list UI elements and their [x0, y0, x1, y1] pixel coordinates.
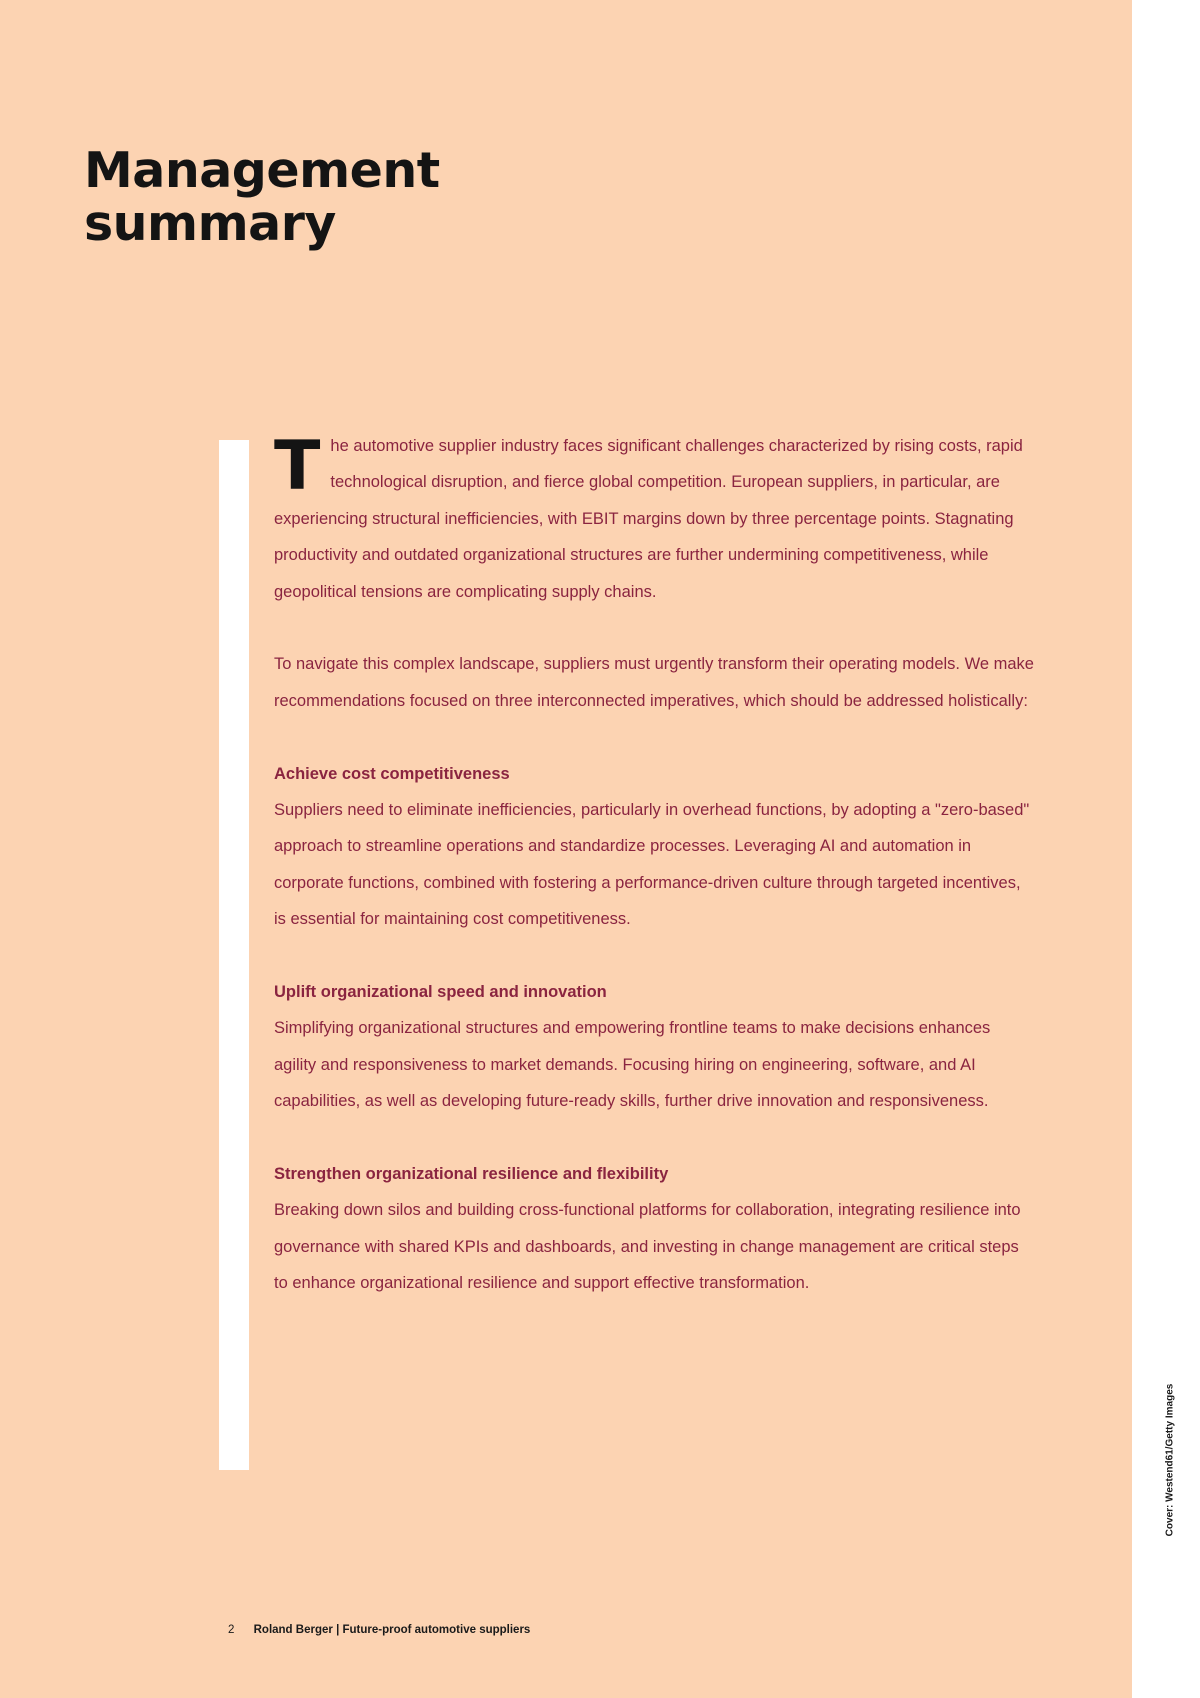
section-heading: Uplift organizational speed and innovation	[274, 983, 607, 1002]
section-body: Simplifying organizational structures and empowering frontline teams to make decisions enhances agility and responsiveness to market demands. Focusing hiring on engineering, software, and AI capabilities, as well as developing future-ready skills, further drive innovation and responsiveness.	[274, 1019, 991, 1111]
drop-cap: T	[274, 427, 321, 506]
accent-bar	[219, 440, 249, 1470]
footer-separator: |	[336, 1624, 340, 1636]
publisher-name: Roland Berger	[253, 1624, 333, 1636]
section-resilience	[274, 1156, 1034, 1302]
page-number: 2	[228, 1624, 235, 1636]
intro-paragraph	[274, 428, 1034, 610]
page-title-line-2: summary	[84, 195, 336, 252]
page-title	[84, 144, 440, 250]
section-body: Suppliers need to eliminate inefficiencies, particularly in overhead functions, by adopting a "zero-based" approach to streamline operations and standardize processes. Leveraging AI and automation in corporate functions, combined with fostering a performance-driven culture through targeted incentives, is essential for maintaining cost competitiveness.	[274, 801, 1030, 929]
page-footer	[228, 1624, 530, 1636]
section-cost	[274, 756, 1034, 938]
summary-body	[274, 428, 1034, 1302]
context-paragraph: To navigate this complex landscape, suppliers must urgently transform their operating models. We make recommendations focused on three interconnected imperatives, which should be addressed holistically:	[274, 655, 1034, 710]
section-heading: Strengthen organizational resilience and flexibility	[274, 1165, 669, 1184]
section-body: Breaking down silos and building cross-functional platforms for collaboration, integrating resilience into governance with shared KPIs and dashboards, and investing in change management are critical steps to enhance organizational resilience and support effective transformation.	[274, 1201, 1021, 1293]
section-speed	[274, 974, 1034, 1120]
intro-text: he automotive supplier industry faces significant challenges characterized by rising costs, rapid technological disruption, and fierce global competition. European suppliers, in particular, are experiencing structural inefficiencies, with EBIT margins down by three percentage points. Stagnating productivity and outdated organizational structures are further undermining competitiveness, while geopolitical tensions are complicating supply chains.	[274, 437, 1023, 601]
page-title-line-1: Management	[84, 142, 440, 199]
cover-credit: Cover: Westend61/Getty Images	[1164, 1383, 1176, 1537]
section-heading: Achieve cost competitiveness	[274, 764, 510, 783]
publication-title: Future-proof automotive suppliers	[342, 1624, 531, 1636]
